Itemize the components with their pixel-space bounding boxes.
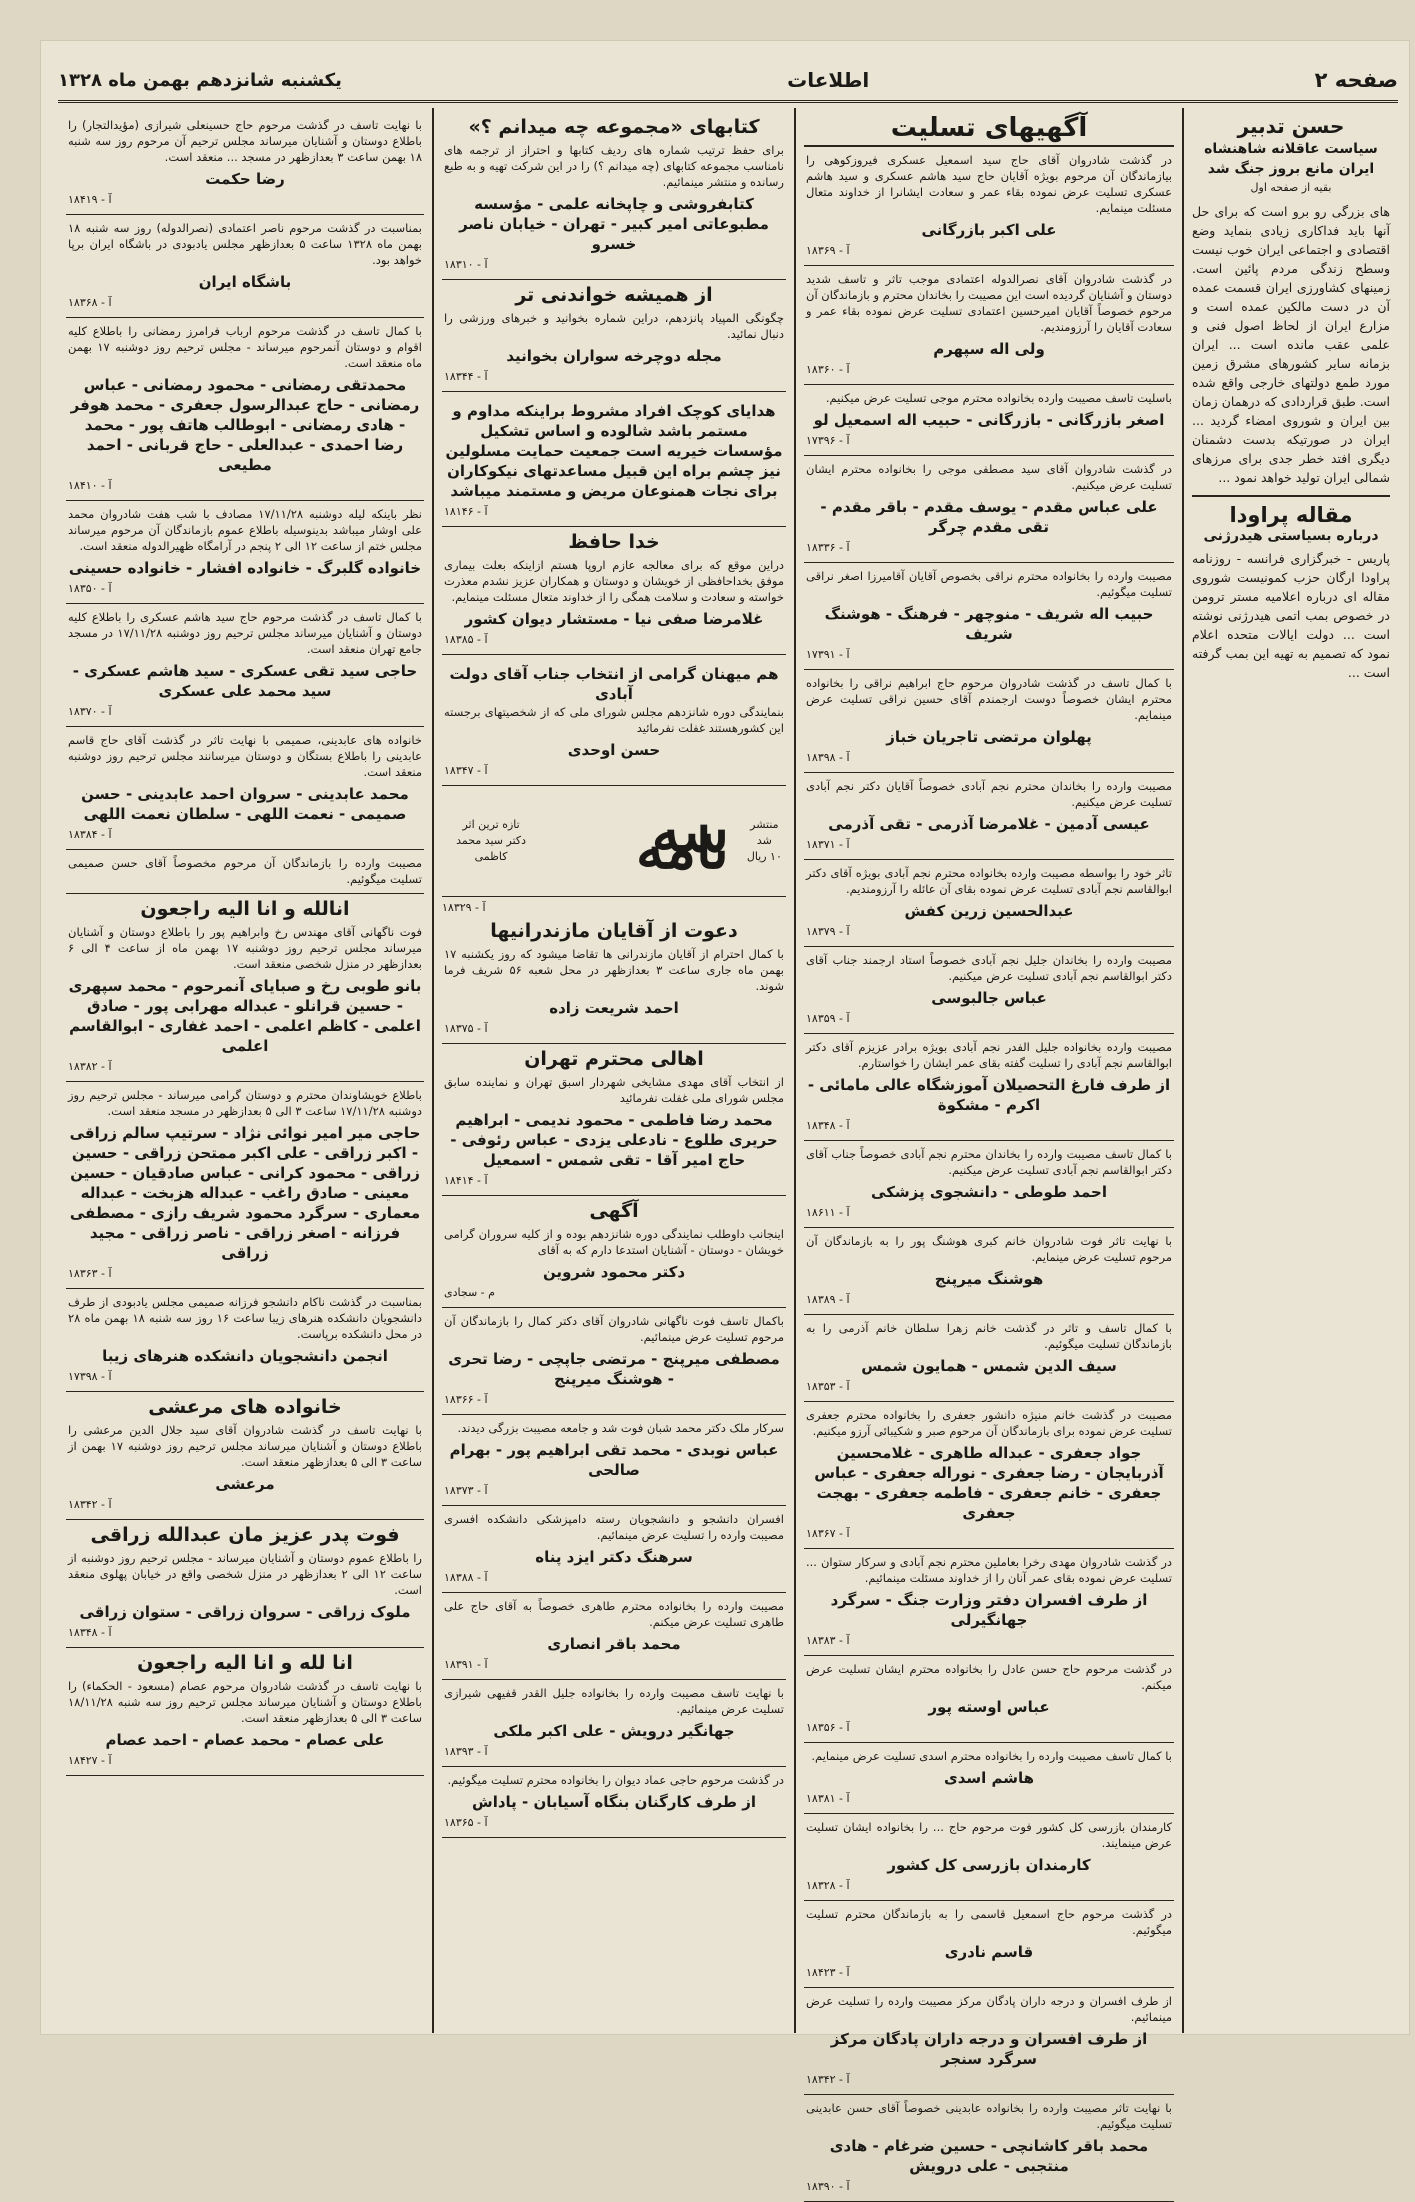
notice-item-body: نظر باینکه لیله دوشنبه ۱۷/۱۱/۲۸ مصادف با شب هفت شادروان محمد علی اوشار میباشد بدینوسیله باطلاع عموم بازماندگان آن مرحوم میرساند مجلس ختم از ساعت ۱۲ الی ۲ پنجم در آرامگاه ظهیرالدوله منعقد است. bbox=[68, 507, 423, 553]
notice-item-body: کارمندان بازرسی کل کشور فوت مرحوم حاج ... را بخانواده ایشان تسلیت عرض مینمایند. bbox=[806, 1820, 1172, 1850]
notice-item-sign: جواد جعفری - عبداله طاهری - غلامحسین آذربایجان - رضا جعفری - نوراله جعفری - عباس جعفری - خانم جعفری - فاطمه جعفری - بهجت جعفری bbox=[814, 1444, 1164, 1522]
books-body: برای حفظ ترتیب شماره های ردیف کتابها و احتراز از ترجمه های نامناسب مجموعه کتابهای (چه میدانم ؟) را در این شرکت تهیه و به طبع رسانده و منتشر مینمائیم. bbox=[444, 143, 784, 189]
election-ad bbox=[442, 655, 786, 786]
notice-item-sign: ملوک زراقی - سروان زراقی - ستوان زراقی bbox=[79, 1603, 411, 1621]
notice-item-code: آ - ۱۸۳۸۲ bbox=[68, 1060, 112, 1073]
notice-item-body: در گذشت مرحوم حاج حسن عادل را بخانواده محترم ایشان تسلیت عرض میکنم. bbox=[806, 1662, 1172, 1692]
notice-item-code: آ - ۱۸۳۷۳ bbox=[444, 1484, 488, 1497]
farewell-ad bbox=[442, 527, 786, 655]
notice-item bbox=[804, 2095, 1174, 2202]
notice-item-sign: خانواده گلبرگ - خانواده افشار - خانواده حسینی bbox=[68, 559, 422, 577]
book-author: دکتر سید محمد کاظمی bbox=[456, 834, 527, 863]
notice-item bbox=[804, 860, 1174, 947]
notice-item-code: آ - ۱۸۶۱۱ bbox=[806, 1206, 850, 1219]
notice-item-body: در گذشت شادروان آقای نصرالدوله اعتمادی موجب تاثر و تاسف شدید دوستان و آشنایان گردیده است این مصیبت را بخاندان محترم و بازماندگان آن مرحوم خصوصاً آقایان امیرحسین اعتمادی تسلیت عرض نموده بقاء عمر و سعادت آقایان را آرزومندیم. bbox=[806, 272, 1172, 334]
notice-item-sign: علی عباس مقدم - یوسف مقدم - باقر مقدم - تقی مقدم چرگر bbox=[820, 498, 1158, 536]
book-logo-author-box bbox=[442, 817, 540, 865]
notice-item-sign: علی اکبر بازرگانی bbox=[921, 221, 1057, 239]
notice-item-code: آ - ۱۸۳۵۹ bbox=[806, 1012, 850, 1025]
mazandaran-sign: احمد شریعت زاده bbox=[549, 999, 679, 1017]
notice-item-sign: قاسم نادری bbox=[944, 1943, 1034, 1961]
notice-item-title: خانواده های مرعشی bbox=[148, 1396, 342, 1418]
notice-item-body: مصیبت وارده را بخاندان محترم نجم آبادی خصوصاً آقایان دکتر نجم آبادی تسلیت عرض میکنیم. bbox=[806, 779, 1172, 809]
farewell-body: دراین موقع که برای معالجه عازم اروپا هستم ازاینکه بعلت بیماری موفق بخداحافظی از خویشان و دوستان و همکاران عزیز نشدم معذرت خواسته و سعادت و سلامت همگی را از خداوند متعال مسئلت مینمایم. bbox=[444, 558, 784, 604]
notice-item bbox=[804, 1743, 1174, 1814]
notice-item-body: با کمال تاسف در گذشت مرحوم ارباب فرامرز رمضانی را باطلاع کلیه اقوام و دوستان آنمرحوم میرساند - مجلس ترحیم روز دوشنبه ۱۷ بهمن ماه منعقد است. bbox=[68, 324, 422, 370]
notice-item-body: فوت ناگهانی آقای مهندس رخ وابراهیم پور را باطلاع دوستان و آشنایان میرساند مجلس ترحیم روز دوشنبه ۱۷ بهمن ماه از ساعت ۴ الی ۶ بعدازظهر در منزل شخصی منعقد است. bbox=[68, 925, 422, 971]
tehran-ad bbox=[442, 1044, 786, 1196]
notice-item-body: مصیبت وارده را بخاندان جلیل نجم آبادی خصوصاً استاد ارجمند جناب آقای دکتر ابوالقاسم نجم آبادی تسلیت عرض میکنیم. bbox=[806, 953, 1172, 983]
notice-item-sign: حاجی سید تقی عسکری - سید هاشم عسکری - سید محمد علی عسکری bbox=[72, 662, 418, 700]
notice-item-body: خانواده های عابدینی، صمیمی با نهایت تاثر در گذشت آقای حاج قاسم عابدینی را باطلاع بستگان و دوستان میرسانند مجلس ترحیم روز دوشنبه منعقد است. bbox=[68, 733, 422, 779]
charity-body: هدایای کوچک افراد مشروط براینکه مداوم و مستمر باشد شالوده و اساس تشکیل مؤسسات خیریه است جمعیت حمایت مسلولین نیز چشم براه این قبیل مساعدتهای نیکوکاران برای نجات همنوعان مریض و مستمند میباشد bbox=[445, 402, 783, 500]
notice-item bbox=[804, 1549, 1174, 1656]
notice-item bbox=[66, 604, 424, 727]
notice-item-body: با کمال تاسف در گذشت مرحوم حاج سید هاشم عسکری را باطلاع کلیه دوستان و آشنایان میرساند مجلس ترحیم روز دوشنبه ۱۷/۱۱/۲۸ در مسجد جامع تهران منعقد است. bbox=[68, 610, 422, 656]
notice-item bbox=[66, 318, 424, 501]
paper-name: اطلاعات bbox=[787, 68, 870, 92]
notice-item-code: آ - ۱۸۳۳۶ bbox=[806, 541, 850, 554]
notice-item-body: مصیبت در گذشت خانم منیژه دانشور جعفری را بخانواده محترم جعفری تسلیت عرض نموده برای بازماندگان آن مرحوم صبر و شکیبائی آرزو میکنیم. bbox=[806, 1408, 1172, 1438]
notice-item-code: آ - ۱۷۳۹۶ bbox=[806, 434, 850, 447]
notice-item bbox=[804, 456, 1174, 563]
column-condolences bbox=[794, 108, 1182, 2193]
notice-item-sign: از طرف فارغ التحصیلان آموزشگاه عالی مامائی - اکرم - مشکوة bbox=[807, 1076, 1171, 1114]
tehran-sign: محمد رضا فاطمی - محمود ندیمی - ابراهیم حریری طلوع - نادعلی یزدی - عباس رئوفی - حاج امیر آقا - تقی شمس - اسمعیل bbox=[450, 1111, 778, 1169]
book-logo-code: آ - ۱۸۳۲۹ bbox=[442, 901, 486, 914]
notice-item-code: آ - ۱۸۴۲۳ bbox=[806, 1966, 850, 1979]
mazandaran-title: دعوت از آقایان مازندرانیها bbox=[490, 920, 738, 942]
farewell-sign: غلامرضا صفی نیا - مستشار دیوان کشور bbox=[464, 610, 764, 628]
notice-item-body: مصیبت وارده بخانواده جلیل الفدر نجم آبادی بویژه برادر عزیزم آقای دکتر ابوالقاسم نجم آبادی را تسلیت گفته بقای عمر ایشان را خواستارم. bbox=[806, 1040, 1172, 1070]
notice-item-body: تاثر خود را بواسطه مصیبت وارده بخانواده محترم نجم آبادی بویژه آقای دکتر ابوالقاسم نجم آبادی تسلیت عرض نموده بقای آن عائله را آرزومندیم. bbox=[806, 866, 1172, 896]
books-title: کتابهای «مجموعه چه میدانم ؟» bbox=[468, 116, 760, 138]
election-title: هم میهنان گرامی از انتخاب جناب آقای دولت آبادی bbox=[449, 665, 779, 703]
notice-item bbox=[66, 850, 424, 894]
editorial-author: حسن تدبیر bbox=[1237, 114, 1345, 138]
notice-item-code: آ - ۱۸۳۶۳ bbox=[68, 1267, 112, 1280]
notice-item-body: با کمال تاسف مصیبت وارده را بخاندان محترم نجم آبادی خصوصاً جناب آقای دکتر ابوالقاسم نجم آبادی تسلیت عرض میکنیم. bbox=[806, 1147, 1172, 1177]
notice-item-sign: سرهنگ دکتر ایزد پناه bbox=[535, 1548, 693, 1566]
notice-item bbox=[804, 773, 1174, 860]
notice-item-sign: بانو طوبی رخ و صبایای آنمرحوم - محمد سپهری - حسین قرانلو - عبداله مهرابی پور - صادق اعلمی - کاظم اعلمی - احمد غفاری - ابوالقاسم اعلمی bbox=[68, 977, 422, 1055]
notice-item bbox=[804, 670, 1174, 773]
charity-ad bbox=[442, 392, 786, 527]
election-sign: حسن اوحدی bbox=[567, 741, 661, 759]
notice-item bbox=[66, 1392, 424, 1520]
farewell-title: خدا حافظ bbox=[568, 531, 660, 553]
magazine-body: چگونگی المپیاد پانزدهم، دراین شماره بخوانید و خبرهای ورزشی را دنبال نمائید. bbox=[444, 311, 784, 341]
magazine-code: آ - ۱۸۳۴۴ bbox=[444, 370, 488, 383]
notice-item-body: افسران دانشجو و دانشجویان رسته دامپزشکی دانشکده افسری مصیبت وارده را تسلیت عرض مینمائیم. bbox=[444, 1512, 784, 1542]
notice-item bbox=[804, 1141, 1174, 1228]
notice-item-code: آ - ۱۸۳۶۰ bbox=[806, 363, 850, 376]
notice-item-body: با نهایت تاثر فوت شادروان خانم کبری هوشنگ پور را به بازماندگان آن مرحوم تسلیت عرض مینمایم. bbox=[806, 1234, 1172, 1264]
notice-item-code: آ - ۱۸۳۸۳ bbox=[806, 1634, 850, 1647]
notice-item-sign: هاشم اسدی bbox=[943, 1769, 1035, 1787]
notice-item bbox=[66, 1520, 424, 1648]
notice-item-code: آ - ۱۸۴۱۰ bbox=[68, 479, 112, 492]
notice-item-code: آ - ۱۸۳۴۸ bbox=[806, 1119, 850, 1132]
notice-item-body: در گذشت مرحوم حاج اسمعیل قاسمی را به بازماندگان محترم تسلیت میگوئیم. bbox=[806, 1907, 1172, 1937]
notice-item bbox=[804, 1315, 1174, 1402]
notice-item-sign: مرعشی bbox=[215, 1475, 275, 1493]
notice-item-sign: رضا حکمت bbox=[205, 170, 285, 188]
notice-item-body: با کمال تاسف در گذشت شادروان مرحوم حاج ابراهیم نراقی را بخانواده محترم ایشان خصوصاً دوست ارجمندم آقای حسین نراقی تسلیت عرض مینمایم. bbox=[806, 676, 1172, 722]
farewell-code: آ - ۱۸۳۸۵ bbox=[444, 633, 488, 646]
column-memorials bbox=[58, 108, 432, 2033]
books-code: آ - ۱۸۳۱۰ bbox=[444, 258, 488, 271]
article-pravda-title: مقاله پراودا bbox=[1192, 495, 1390, 524]
notice-item bbox=[804, 1402, 1174, 1549]
notice-item bbox=[804, 1988, 1174, 2095]
notice-item-body: در گذشت شادروان مهدی رخرا بعاملین محترم نجم آبادی و سرکار ستوان ... تسلیت عرض نموده بقای عمر آنان را از خداوند مسئلت مینمائیم. bbox=[806, 1555, 1172, 1585]
notice-code: م - سجادی bbox=[444, 1286, 495, 1299]
condolences-title: آگهیهای تسلیت bbox=[804, 112, 1174, 147]
notice-item-code: آ - ۱۸۳۸۸ bbox=[444, 1571, 488, 1584]
notice-item bbox=[804, 385, 1174, 456]
notice-item-sign: علی عصام - محمد عصام - احمد عصام bbox=[105, 1731, 385, 1749]
notice-item-code: آ - ۱۸۳۸۴ bbox=[68, 828, 112, 841]
notice-item bbox=[442, 1680, 786, 1767]
notice-item-code: آ - ۱۸۳۷۱ bbox=[806, 838, 850, 851]
notice-item bbox=[66, 112, 424, 215]
mazandaran-body: با کمال احترام از آقایان مازندرانی ها تقاضا میشود که روز یکشنبه ۱۷ بهمن ماه جاری ساعت ۳ بعدازظهر در محل شعبه ۵۶ شریف فرما شوند. bbox=[444, 947, 785, 993]
notice-item bbox=[804, 147, 1174, 266]
notice-item-body: باسلیت تاسف مصیبت وارده بخانواده محترم موجی تسلیت عرض میکنیم. bbox=[825, 391, 1172, 405]
notice-item-body: را باطلاع عموم دوستان و آشنایان میرساند - مجلس ترحیم روز دوشنبه از ساعت ۱۲ الی ۲ بعدازظهر در منزل شخصی واقع در خیابان پهلوی منعقد است. bbox=[68, 1551, 422, 1597]
notice-item bbox=[66, 501, 424, 604]
book-logo-ad bbox=[442, 786, 786, 897]
magazine-title: از همیشه خواندنی تر bbox=[515, 284, 713, 306]
notice-item-body: با نهایت تاثر مصیبت وارده را بخانواده عابدینی خصوصاً آقای حسن عابدینی تسلیت میگوئیم. bbox=[806, 2101, 1172, 2131]
notice-item-title: انا لله و انا الیه راجعون bbox=[137, 1652, 353, 1674]
notice-item-code: آ - ۱۸۳۹۰ bbox=[806, 2180, 850, 2193]
notice-item-code: آ - ۱۸۳۴۸ bbox=[68, 1626, 112, 1639]
notice-item-sign: احمد طوطی - دانشجوی پزشکی bbox=[871, 1183, 1107, 1201]
notice-item bbox=[66, 727, 424, 850]
notice-item bbox=[804, 1901, 1174, 1988]
article-pravda-body: پاریس - خبرگزاری فرانسه - روزنامه پراودا ارگان حزب کمونیست شوروی مقاله ای درباره اعلامیه مستر ترومن در خصوص بمب اتمی هیدرژنی نوشته است ... دولت ایالات متحده اعلام نمود که تصمیم به تهیه این بمب گرفته است ... bbox=[1192, 551, 1390, 680]
notice-item-title: انالله و انا الیه راجعون bbox=[140, 898, 350, 920]
article-pravda-subtitle: درباره بسیاستی هیدرژنی bbox=[1203, 528, 1379, 544]
notice-item-code: آ - ۱۸۳۴۲ bbox=[68, 1498, 112, 1511]
notice-item-body: از طرف افسران و درجه داران پادگان مرکز مصیبت وارده را تسلیت عرض مینمائیم. bbox=[806, 1994, 1172, 2024]
notice-item-body: مصیبت وارده را بخانواده محترم نراقی بخصوص آقایان آقامیرزا اصغر نراقی تسلیت میگوئیم. bbox=[806, 569, 1172, 599]
memorials-list bbox=[66, 112, 424, 1776]
book-price: ۱۰ ریال bbox=[746, 850, 782, 863]
notice-item-body: باطلاع خویشاوندان محترم و دوستان گرامی میرساند - مجلس ترحیم روز دوشنبه ۱۷/۱۱/۲۸ ساعت ۳ الی ۵ بعدازظهر در مسجد منعقد است. bbox=[68, 1088, 422, 1118]
notice-item-body: مصیبت وارده را بازماندگان آن مرحوم مخصوصاً آقای حسن صمیمی تسلیت میگوئیم. bbox=[68, 856, 422, 886]
notice-item-code: آ - ۱۸۳۸۱ bbox=[806, 1792, 850, 1805]
notice-item-code: آ - ۱۸۳۴۲ bbox=[806, 2073, 850, 2086]
magazine-ad bbox=[442, 280, 786, 392]
notice-sign: دکتر محمود شروین bbox=[542, 1263, 686, 1281]
notice-item-body: در گذشت شادروان آقای سید مصطفی موجی را بخانواده محترم ایشان تسلیت عرض میکنیم. bbox=[806, 462, 1172, 492]
magazine-sign: مجله دوچرخه سواران بخوانید bbox=[506, 347, 722, 365]
charity-code: آ - ۱۸۱۴۶ bbox=[444, 505, 488, 518]
notice-item-sign: محمد باقر انصاری bbox=[547, 1635, 681, 1653]
notice-item-sign: کارمندان بازرسی کل کشور bbox=[887, 1856, 1091, 1874]
book-tag: تازه ترین اثر bbox=[462, 818, 520, 831]
notice-item bbox=[66, 894, 424, 1082]
notice-item bbox=[804, 1656, 1174, 1743]
notice-item-body: در گذشت مرحوم حاجی عماد دیوان را بخانواده محترم تسلیت میگوئیم. bbox=[447, 1773, 784, 1787]
notice-item-sign: سیف الدین شمس - همایون شمس bbox=[861, 1357, 1117, 1375]
notice-item bbox=[804, 1814, 1174, 1901]
notice-body: اینجانب داوطلب نمایندگی دوره شانزدهم بوده و از کلیه سروران گرامی خویشان - دوستان - آشنایان استدعا دارم که به آقای bbox=[444, 1227, 784, 1257]
editorial-continued: بقیه از صفحه اول bbox=[1250, 181, 1332, 194]
notice-item-code: آ - ۱۸۳۵۰ bbox=[68, 582, 112, 595]
notice-item bbox=[804, 266, 1174, 385]
notice-item-code: آ - ۱۸۳۵۳ bbox=[806, 1380, 850, 1393]
notice-item-body: بمناسبت در گذشت ناکام دانشجو فرزانه صمیمی مجلس یادبودی از طرف دانشجویان دانشکده هنرهای زیبا ساعت ۱۶ روز سه شنبه ۱۸ بهمن ماه ۲۸ در محل دانشکده برپاست. bbox=[68, 1295, 423, 1341]
notice-item-sign: حبیب اله شریف - منوچهر - فرهنگ - هوشنگ شریف bbox=[824, 605, 1154, 643]
editorial-body: های بزرگی رو برو است که برای حل آنها باید فداکاری زیادی بنماید وضع اقتصادی و اجتماعی ایران خوب نیست وسطح زندگی مردم پائین است. زمینهای کشاورزی ایران قسمت عمده آن در دست مالکین عمده است و مزارع ایران از لحاظ اصول فنی و علمی عقب مانده است ... ایران بزمانه سایر کشورهای مشرق زمین مورد طمع دولتهای خارجی واقع شده است. طبق قراردادی که درهمان زمان بین ایران و شوروی امضاء گردید ... ایران در صورتیکه بدست دشمنان دیگری افتد خطر جدی برای مرزهای شمالی ایران تولید خواهد نمود ... bbox=[1192, 204, 1390, 485]
condolences-list bbox=[804, 147, 1174, 2202]
notice-item-sign: از طرف کارگنان بنگاه آسیابان - پاداش bbox=[472, 1793, 756, 1811]
notice-item bbox=[66, 1289, 424, 1392]
election-code: آ - ۱۸۳۴۷ bbox=[444, 764, 488, 777]
notice-item bbox=[442, 1415, 786, 1506]
notice-item-code: آ - ۱۸۳۹۸ bbox=[806, 751, 850, 764]
election-body: بنمایندگی دوره شانزدهم مجلس شورای ملی که از شخصیتهای برجسته این کشورهستند غفلت نفرمائید bbox=[444, 705, 784, 735]
notice-item-code: آ - ۱۸۳۵۶ bbox=[806, 1721, 850, 1734]
notice-item bbox=[442, 1308, 786, 1415]
notice-item-sign: ولی اله سپهرم bbox=[933, 340, 1045, 358]
tehran-title: اهالی محترم تهران bbox=[524, 1048, 704, 1070]
notice-item bbox=[804, 947, 1174, 1034]
notice-item bbox=[442, 1593, 786, 1680]
notice-item bbox=[804, 1228, 1174, 1315]
notice-item-body: باکمال تاسف فوت ناگهانی شادروان آقای دکتر کمال را بازماندگان آن مرحوم تسلیت عرض مینمائیم. bbox=[444, 1314, 784, 1344]
notice-item-code: آ - ۱۸۳۹۱ bbox=[444, 1658, 488, 1671]
notice-item-sign: عباس جالبوسی bbox=[931, 989, 1047, 1007]
notice-item bbox=[804, 563, 1174, 670]
notice-item-sign: محمد باقر کاشانچی - حسین ضرغام - هادی منتجبی - علی درویش bbox=[829, 2137, 1149, 2175]
notice-item-sign: هوشنگ میرپنج bbox=[934, 1270, 1044, 1288]
notice-item-sign: عیسی آدمین - غلامرضا آذرمی - تقی آذرمی bbox=[828, 815, 1150, 833]
notice-item-body: با نهایت تاسف در گذشت شادروان آقای سید جلال الدین مرعشی را باطلاع دوستان و آشنایان میرساند مجلس ترحیم روز دوشنبه ۱۷ بهمن از ساعت ۳ الی ۵ بعدازظهر منعقد است. bbox=[68, 1423, 422, 1469]
books-ad bbox=[442, 112, 786, 280]
tehran-code: آ - ۱۸۴۱۴ bbox=[444, 1174, 488, 1187]
notice-item bbox=[804, 1034, 1174, 1141]
notice-item bbox=[66, 1082, 424, 1289]
notice-item-sign: حاجی میر امیر نوائی نژاد - سرتیپ سالم زراقی - اکبر زراقی - علی اکبر ممتحن زراقی - حسین زراقی - محمود کرانی - عباس صادقیان - حسین معینی - صادق راغب - عبداله هزبخت - عبداله معماری - سرگرد محمود شریف رازی - مصطفی فرزانه - اصغر زراقی - ناصر زراقی - مجید زراقی bbox=[69, 1124, 421, 1262]
column-editorial bbox=[1182, 108, 1398, 2033]
notice-item bbox=[66, 215, 424, 318]
notice-item-code: آ - ۱۸۳۸۹ bbox=[806, 1293, 850, 1306]
notice-item-code: آ - ۱۸۳۶۷ bbox=[806, 1527, 850, 1540]
book-published: منتشر شد bbox=[750, 818, 779, 847]
notice-item-body: سرکار ملک دکتر محمد شبان فوت شد و جامعه مصیبت بزرگی دیدند. bbox=[457, 1421, 784, 1435]
tehran-body: از انتخاب آقای مهدی مشایخی شهردار اسبق تهران و نماینده سابق مجلس شورای ملی غفلت نفرمائید bbox=[444, 1075, 784, 1105]
notice-item-code: آ - ۱۸۳۲۸ bbox=[806, 1879, 850, 1892]
page-number: صفحه ۲ bbox=[1314, 68, 1398, 92]
mazandaran-ad bbox=[442, 916, 786, 1044]
notice-item bbox=[66, 1648, 424, 1776]
masthead bbox=[58, 60, 1398, 103]
notice-item-title: فوت پدر عزیز مان عبدالله زراقی bbox=[90, 1524, 400, 1546]
notice-item-sign: محمدتقی رمضانی - محمود رمضانی - عباس رمضانی - حاج عبدالرسول جعفری - محمد هوفر - هادی رمضانی - ابوطالب هاتف پور - محمد رضا احمدی - عبدالعلی - حاج قربانی - احمد مطیعی bbox=[70, 376, 420, 474]
notice-ad bbox=[442, 1196, 786, 1308]
notice-item-body: با نهایت تاسف مصیبت وارده را بخانواده جلیل القدر قفیهی شیرازی تسلیت عرض مینمائیم. bbox=[444, 1686, 784, 1716]
notice-item-sign: انجمن دانشجویان دانشکده هنرهای زیبا bbox=[102, 1347, 388, 1365]
notice-item-sign: مصطفی میرپنج - مرتضی جاپچی - رضا تحری - هوشنگ میرپنج bbox=[448, 1350, 780, 1388]
notice-item-body: با کمال تاسف و تاثر در گذشت خانم زهرا سلطان خانم آذرمی را به بازماندگان تسلیت میگوئیم. bbox=[806, 1321, 1172, 1351]
notices-list bbox=[442, 1308, 786, 1838]
editorial-title: سیاست عاقلانه شاهنشاه ایران مانع بروز جنگ شد bbox=[1204, 141, 1378, 177]
notice-item-code: آ - ۱۸۳۶۶ bbox=[444, 1393, 488, 1406]
book-logo-word: سه نامه bbox=[636, 799, 729, 882]
notice-item-sign: اصغر بازرگانی - بازرگانی - حبیب اله اسمعیل لو bbox=[813, 411, 1165, 429]
notice-item-sign: باشگاه ایران bbox=[198, 273, 292, 291]
notice-item-code: آ - ۱۸۳۶۹ bbox=[806, 244, 850, 257]
notice-item-body: با کمال تاسف مصیبت وارده را بخانواده محترم اسدی تسلیت عرض مینمایم. bbox=[811, 1749, 1172, 1763]
notice-item-body: با نهایت تاسف در گذشت مرحوم حاج حسینعلی شیرازی (مؤیدالتجار) را باطلاع دوستان و آشنایان میرساند مجلس ترحیم آن مرحوم روز سه شنبه ۱۸ بهمن ساعت ۳ بعدازظهر در مسجد ... منعقد است. bbox=[68, 118, 422, 164]
notice-item-code: آ - ۱۸۴۱۹ bbox=[68, 193, 112, 206]
notice-item-sign: از طرف افسران و درجه داران پادگان مرکز سرگرد سنجر bbox=[830, 2030, 1148, 2068]
notice-item-code: آ - ۱۸۳۹۳ bbox=[444, 1745, 488, 1758]
notice-item bbox=[442, 1506, 786, 1593]
notice-title: آگهی bbox=[589, 1200, 639, 1222]
notice-item-sign: جهانگیر درویش - علی اکبر ملکی bbox=[493, 1722, 735, 1740]
columns bbox=[58, 108, 1398, 2193]
notice-item-code: آ - ۱۸۳۷۰ bbox=[68, 705, 112, 718]
notice-item-body: بمناسبت در گذشت مرحوم ناصر اعتمادی (نصرالدوله) روز سه شنبه ۱۸ بهمن ماه ۱۳۲۸ ساعت ۵ بعدازظهر مجلس یادبودی در باشگاه ایران برپا خواهد بود. bbox=[68, 221, 423, 267]
notice-item-sign: محمد عابدینی - سروان احمد عابدینی - حسن صمیمی - نعمت اللهی - سلطان نعمت اللهی bbox=[81, 785, 409, 823]
notice-item-code: آ - ۱۸۳۶۸ bbox=[68, 296, 112, 309]
notice-item-sign: عبدالحسین زرین کفش bbox=[904, 902, 1074, 920]
notice-item-code: آ - ۱۸۳۷۹ bbox=[806, 925, 850, 938]
book-logo-meta bbox=[743, 817, 786, 865]
notice-item-code: آ - ۱۷۳۹۱ bbox=[806, 648, 850, 661]
notice-item-body: در گذشت شادروان آقای حاج سید اسمعیل عسکری فیروزکوهی را بیازماندگان آن مرحوم بویژه آقایان حاج سید هاشم عسکری و سید هاشم عسکری تسلیت عرض نموده بقاء عمر و سعادت ایشانرا از خداوند متعال مسئلت مینمایم. bbox=[806, 153, 1172, 215]
notice-item-sign: پهلوان مرتضی تاجریان خباز bbox=[886, 728, 1092, 746]
notice-item bbox=[442, 1767, 786, 1838]
notice-item-body: مصیبت وارده را بخانواده محترم طاهری خصوصاً به آقای حاج علی طاهری تسلیت عرض میکنم. bbox=[444, 1599, 784, 1629]
books-sign: کتابفروشی و چاپخانه علمی - مؤسسه مطبوعاتی امیر کبیر - تهران - خیابان ناصر خسرو bbox=[459, 195, 769, 253]
notice-item-body: با نهایت تاسف در گذشت شادروان مرحوم عصام (مسعود - الحکماء) را باطلاع دوستان و آشنایان میرساند مجلس ترحیم روز سه شنبه ۱۸/۱۱/۲۸ ساعت ۳ الی ۵ بعدازظهر منعقد است. bbox=[68, 1679, 422, 1725]
notice-item-code: آ - ۱۸۴۲۷ bbox=[68, 1754, 112, 1767]
notice-item-sign: عباس نوبدی - محمد تقی ابراهیم پور - بهرام صالحی bbox=[449, 1441, 779, 1479]
notice-item-code: آ - ۱۷۳۹۸ bbox=[68, 1370, 112, 1383]
notice-item-sign: عباس اوسته پور bbox=[928, 1698, 1050, 1716]
column-notices bbox=[432, 108, 794, 2033]
mazandaran-code: آ - ۱۸۳۷۵ bbox=[444, 1022, 488, 1035]
notice-item-code: آ - ۱۸۳۶۵ bbox=[444, 1816, 488, 1829]
notice-item-sign: از طرف افسران دفتر وزارت جنگ - سرگرد جهانگیرلی bbox=[830, 1591, 1148, 1629]
issue-date: یکشنبه شانزدهم بهمن ماه ۱۳۲۸ bbox=[58, 69, 342, 91]
